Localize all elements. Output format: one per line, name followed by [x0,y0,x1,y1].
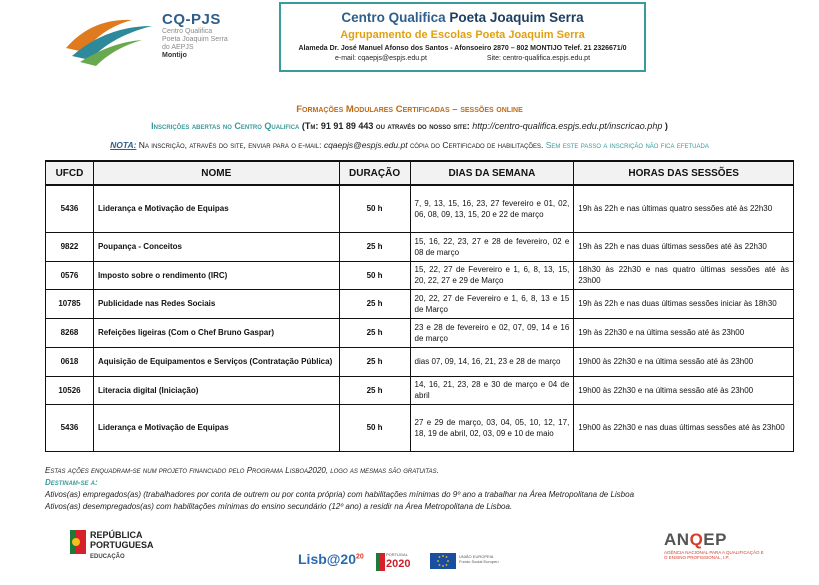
cell-ufcd: 10785 [46,289,94,318]
logo-line-1: Centro Qualifica [162,28,213,35]
cell-nome: Poupança - Conceitos [93,232,339,261]
main-title: Formações Modulares Certificadas – sessões online [296,104,523,115]
cell-horas: 19h às 22h e nas últimas quatro sessões até às 22h30 [574,185,794,232]
lisboa-text: Lisb@20 [298,551,357,567]
cell-horas: 19h00 às 22h30 e nas duas últimas sessões até às 23h00 [574,404,794,451]
anqep-logo [664,530,764,576]
cell-nome: Imposto sobre o rendimento (IRC) [93,261,339,289]
cell-duracao: 25 h [339,289,410,318]
cell-duracao: 25 h [339,318,410,347]
cell-ufcd: 0618 [46,347,94,376]
table-row [46,232,794,261]
cell-dias: 14, 16, 21, 23, 28 e 30 de março e 04 de abril [410,376,574,404]
nota-label: NOTA: [110,140,137,150]
cell-duracao: 50 h [339,404,410,451]
logo-title: CQ-PJS [162,11,221,28]
header-box [279,2,646,72]
logo-place: Montijo [162,52,187,59]
header-ufcd: UFCD [46,161,94,185]
logo-swoosh-icon [62,8,158,68]
header-title-b: Poeta Joaquim Serra [449,10,584,25]
inscription-url[interactable]: http://centro-qualifica.espjs.edu.pt/inscricao.php [472,121,663,131]
cell-ufcd: 9822 [46,232,94,261]
rp-line-2: PORTUGUESA [90,540,154,550]
anqep-subtitle: AGÊNCIA NACIONAL PARA A QUALIFICAÇÃO E O ENSINO PROFISSIONAL, I.P. [664,550,764,560]
cell-dias: 7, 9, 13, 15, 16, 23, 27 fevereiro e 01, 02, 06, 08, 09, 13, 15, 20 e 22 de março [410,185,574,232]
portugal2020-number: 2020 [386,558,411,570]
logo-line-3: do AEPJS [162,44,194,51]
table-row [46,404,794,451]
table-row [46,261,794,289]
table-row [46,318,794,347]
header-contacts [281,55,644,62]
header-address: Alameda Dr. José Manuel Afonso dos Santos - Afonsoeiro 2870 – 802 MONTIJO Telef. 21 2326671/0 [298,45,627,52]
eu-label: UNIÃO EUROPEIA Fundo Social Europeu [459,554,499,564]
table-row [46,185,794,232]
anqep-q: Q [689,530,704,549]
cell-ufcd: 0576 [46,261,94,289]
cell-dias: 15, 22, 27 de Fevereiro e 1, 6, 8, 13, 15, 20, 22, 27 e 29 de Março [410,261,574,289]
lisboa-sup: 20 [356,553,364,561]
republica-portuguesa-logo [70,528,190,568]
cell-ufcd: 5436 [46,404,94,451]
cq-pjs-logo [62,8,252,68]
cell-horas: 19h às 22h30 e na última sessão até às 23h00 [574,318,794,347]
nota-warning: Sem este passo a inscrição não fica efetuada [543,140,709,150]
cell-duracao: 25 h [339,347,410,376]
header-title-a: Centro Qualifica [341,10,450,25]
header-horas: HORAS DAS SESSÕES [574,161,794,185]
cell-nome: Liderança e Motivação de Equipas [93,185,339,232]
cell-horas: 18h30 às 22h30 e nas quatro últimas sessões até às 23h00 [574,261,794,289]
anqep-b: EP [703,530,727,549]
funding-note: Estas ações enquadram-se num projeto financiado pelo Programa Lisboa2020, logo as mesmas são gratuitas. [45,466,439,475]
portugal-flag-icon [70,530,86,554]
nota-text-b: cópia do Certificado de habilitações. [407,140,544,150]
portugal2020-label: PORTUGAL [386,552,408,557]
nota-line [0,140,819,150]
header-dias: DIAS DA SEMANA [410,161,574,185]
anqep-name [664,530,764,550]
rp-education: EDUCAÇÃO [90,554,125,560]
cell-nome: Aquisição de Equipamentos e Serviços (Contratação Pública) [93,347,339,376]
cell-dias: dias 07, 09, 14, 16, 21, 23 e 28 de março [410,347,574,376]
cell-ufcd: 8268 [46,318,94,347]
cell-nome: Liderança e Motivação de Equipas [93,404,339,451]
table-row [46,347,794,376]
header-duracao: DURAÇÃO [339,161,410,185]
table-row [46,376,794,404]
cell-horas: 19h às 22h e nas duas últimas sessões até às 22h30 [574,232,794,261]
header-site[interactable]: Site: centro-qualifica.espjs.edu.pt [486,55,591,62]
logo-line-2: Poeta Joaquim Serra [162,36,228,43]
table-row [46,289,794,318]
cell-ufcd: 10526 [46,376,94,404]
nota-text-a: Na inscrição, através do site, enviar para o e-mail: [136,140,324,150]
nota-email[interactable]: cqaepjs@espjs.edu.pt [323,140,408,150]
lisboa2020-logo [298,551,364,567]
cell-dias: 20, 22, 27 de Fevereiro e 1, 6, 8, 13 e 15 de Março [410,289,574,318]
rp-line-1: REPÚBLICA [90,530,143,540]
cell-nome: Publicidade nas Redes Sociais [93,289,339,318]
cell-nome: Refeições ligeiras (Com o Chef Bruno Gaspar) [93,318,339,347]
inscription-close: ) [662,121,668,131]
inscription-line [0,121,819,131]
header-nome: NOME [93,161,339,185]
header-title [281,10,644,25]
cell-horas: 19h00 às 22h30 e na última sessão até às 23h00 [574,376,794,404]
sessions-table [45,160,794,452]
destinam-label: Destinam-se a: [45,478,98,487]
cell-horas: 19h00 às 22h30 e na última sessão até às 23h00 [574,347,794,376]
cell-duracao: 25 h [339,232,410,261]
cell-duracao: 25 h [339,376,410,404]
header-subtitle: Agrupamento de Escolas Poeta Joaquim Serra [340,29,585,41]
anqep-a: AN [664,530,690,549]
target-unemployed: Ativos(as) desempregados(as) com habilitações mínimas do ensino secundário (12º ano) a residir na Área Metropolitana de Lisboa. [45,502,513,511]
inscription-label: Inscrições abertas no Centro Qualifica [151,121,300,131]
inscription-phone: (Tm: 91 91 89 443 ou através do nosso site: [299,121,473,131]
eu-flag-icon [430,553,456,569]
cell-duracao: 50 h [339,261,410,289]
cell-dias: 15, 16, 22, 23, 27 e 28 de fevereiro, 02 e 08 de março [410,232,574,261]
cell-nome: Literacia digital (Iniciação) [93,376,339,404]
cell-duracao: 50 h [339,185,410,232]
cell-dias: 27 e 29 de março, 03, 04, 05, 10, 12, 17, 18, 19 de abril, 02, 03, 09 e 10 de maio [410,404,574,451]
portugal2020-logo [376,552,422,572]
table-header-row [46,161,794,185]
target-employed: Ativos(as) empregados(as) (trabalhadores por conta de outrem ou por conta própria) com habilitações mínimas do 9º ano a trabalhar na Área Metropolitana de Lisboa [45,490,635,499]
header-email[interactable]: e-mail: cqaepjs@espjs.edu.pt [334,55,427,62]
cell-horas: 19h às 22h e nas duas últimas sessões iniciar às 18h30 [574,289,794,318]
portugal2020-mark-icon [376,553,385,571]
cell-ufcd: 5436 [46,185,94,232]
cell-dias: 23 e 28 de fevereiro e 02, 07, 09, 14 e 16 de março [410,318,574,347]
